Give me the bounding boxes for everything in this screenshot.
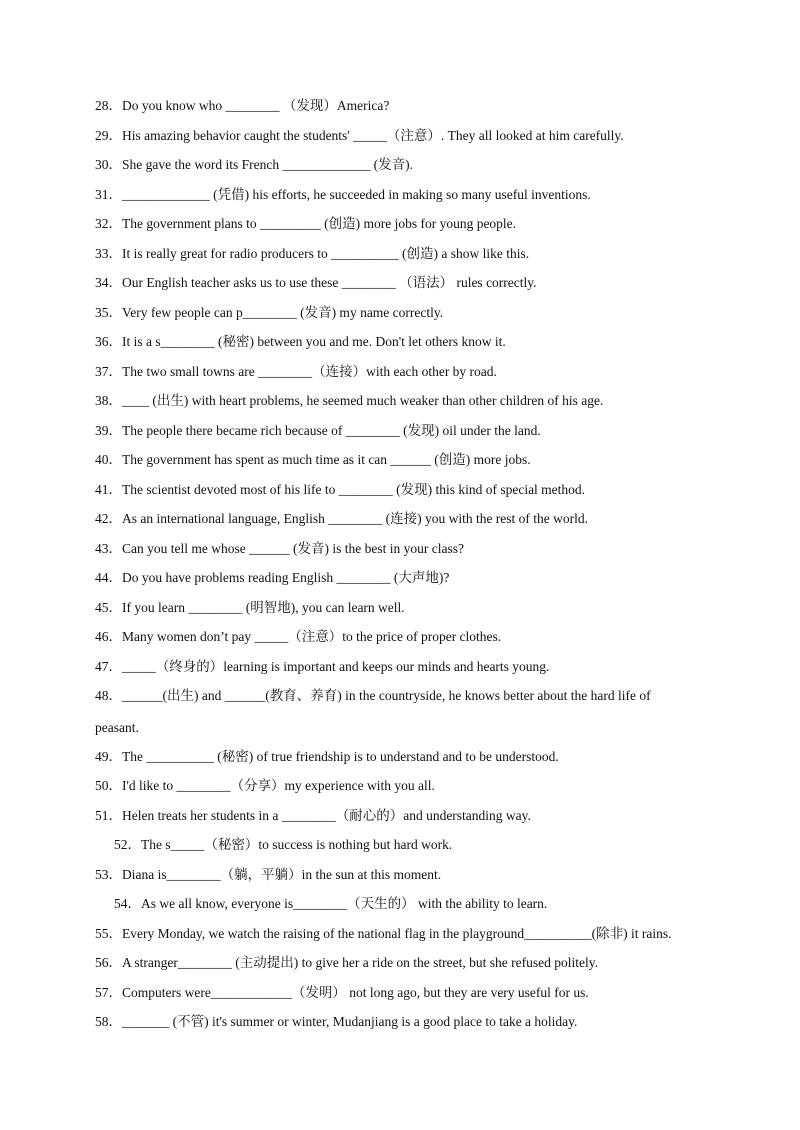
question-51 (95, 808, 775, 824)
question-text: _______ (不管) it's summer or winter, Mudanjiang is a good place to take a holiday. (122, 1014, 578, 1029)
question-number: 42． (95, 511, 122, 526)
question-56 (95, 955, 775, 971)
question-number: 44． (95, 570, 122, 585)
question-55 (95, 926, 775, 942)
question-30 (95, 157, 775, 173)
question-number: 50． (95, 778, 122, 793)
question-48-continuation: peasant. (95, 720, 139, 735)
question-31 (95, 187, 775, 203)
question-number: 47． (95, 659, 122, 674)
question-text: The people there became rich because of ________ (发现) oil under the land. (122, 423, 541, 438)
question-number: 31． (95, 187, 122, 202)
question-text: Very few people can p________ (发音) my name correctly. (122, 305, 444, 320)
question-number: 52． (114, 837, 141, 852)
question-40 (95, 452, 775, 468)
question-58 (95, 1014, 775, 1030)
question-text: _____（终身的）learning is important and keeps our minds and hearts young. (122, 659, 550, 674)
question-text: ______(出生) and ______(教育、养育) in the countryside, he knows better about the hard life of (122, 688, 651, 703)
question-46 (95, 629, 775, 645)
question-text: A stranger________ (主动提出) to give her a ride on the street, but she refused politely. (122, 955, 599, 970)
question-48 (95, 688, 775, 704)
question-text: The __________ (秘密) of true friendship is to understand and to be understood. (122, 749, 559, 764)
question-number: 32． (95, 216, 122, 231)
question-34 (95, 275, 775, 291)
question-number: 58． (95, 1014, 122, 1029)
question-text: The s_____（秘密）to success is nothing but hard work. (141, 837, 453, 852)
question-number: 55． (95, 926, 122, 941)
question-text: His amazing behavior caught the students' _____（注意）. They all looked at him carefully. (122, 128, 624, 143)
question-text: The government has spent as much time as it can ______ (创造) more jobs. (122, 452, 531, 467)
question-text: Our English teacher asks us to use these ________ （语法） rules correctly. (122, 275, 537, 290)
question-32 (95, 216, 775, 232)
question-41 (95, 482, 775, 498)
question-number: 48． (95, 688, 122, 703)
question-text: ____ (出生) with heart problems, he seemed much weaker than other children of his age. (122, 393, 604, 408)
question-45 (95, 600, 775, 616)
question-text: It is really great for radio producers to __________ (创造) a show like this. (122, 246, 530, 261)
question-number: 54． (114, 896, 141, 911)
question-57 (95, 985, 775, 1001)
question-47 (95, 659, 775, 675)
question-54 (114, 896, 794, 912)
question-number: 57． (95, 985, 122, 1000)
question-42 (95, 511, 775, 527)
question-text: Diana is________（躺，平躺）in the sun at this moment. (122, 867, 442, 882)
question-number: 28． (95, 98, 122, 113)
question-number: 51． (95, 808, 122, 823)
question-35 (95, 305, 775, 321)
question-text: The two small towns are ________（连接）with each other by road. (122, 364, 497, 379)
question-39 (95, 423, 775, 439)
question-text: Do you have problems reading English ________ (大声地)? (122, 570, 450, 585)
question-53 (95, 867, 775, 883)
question-number: 35． (95, 305, 122, 320)
question-29 (95, 128, 775, 144)
question-number: 43． (95, 541, 122, 556)
question-28 (95, 98, 775, 114)
question-number: 41． (95, 482, 122, 497)
question-text: If you learn ________ (明智地), you can learn well. (122, 600, 405, 615)
question-text: As we all know, everyone is________（天生的） with the ability to learn. (141, 896, 548, 911)
question-text: Can you tell me whose ______ (发音) is the best in your class? (122, 541, 464, 556)
question-37 (95, 364, 775, 380)
question-number: 29． (95, 128, 122, 143)
question-49 (95, 749, 775, 765)
question-number: 37． (95, 364, 122, 379)
question-44 (95, 570, 775, 586)
question-number: 38． (95, 393, 122, 408)
question-number: 30． (95, 157, 122, 172)
question-52 (114, 837, 794, 853)
question-number: 45． (95, 600, 122, 615)
question-number: 53． (95, 867, 122, 882)
question-text: Many women don’t pay _____（注意）to the price of proper clothes. (122, 629, 502, 644)
question-text: Do you know who ________ （发现）America? (122, 98, 390, 113)
question-36 (95, 334, 775, 350)
question-50 (95, 778, 775, 794)
question-number: 40． (95, 452, 122, 467)
question-38 (95, 393, 775, 409)
question-text: The scientist devoted most of his life to ________ (发现) this kind of special method. (122, 482, 586, 497)
question-text: She gave the word its French _____________ (发音). (122, 157, 413, 172)
question-number: 39． (95, 423, 122, 438)
question-33 (95, 246, 775, 262)
question-number: 46． (95, 629, 122, 644)
question-text: Every Monday, we watch the raising of the national flag in the playground__________(除非) it rains. (122, 926, 672, 941)
question-text: Helen treats her students in a ________（耐心的）and understanding way. (122, 808, 531, 823)
question-text: Computers were____________（发明） not long ago, but they are very useful for us. (122, 985, 589, 1000)
question-number: 49． (95, 749, 122, 764)
question-43 (95, 541, 775, 557)
question-number: 33． (95, 246, 122, 261)
question-text: _____________ (凭借) his efforts, he succeeded in making so many useful inventions. (122, 187, 591, 202)
question-number: 36． (95, 334, 122, 349)
question-number: 56． (95, 955, 122, 970)
question-text: As an international language, English ________ (连接) you with the rest of the world. (122, 511, 589, 526)
question-text: The government plans to _________ (创造) more jobs for young people. (122, 216, 517, 231)
question-text: It is a s________ (秘密) between you and me. Don't let others know it. (122, 334, 506, 349)
question-number: 34． (95, 275, 122, 290)
question-text: I'd like to ________（分享）my experience with you all. (122, 778, 435, 793)
